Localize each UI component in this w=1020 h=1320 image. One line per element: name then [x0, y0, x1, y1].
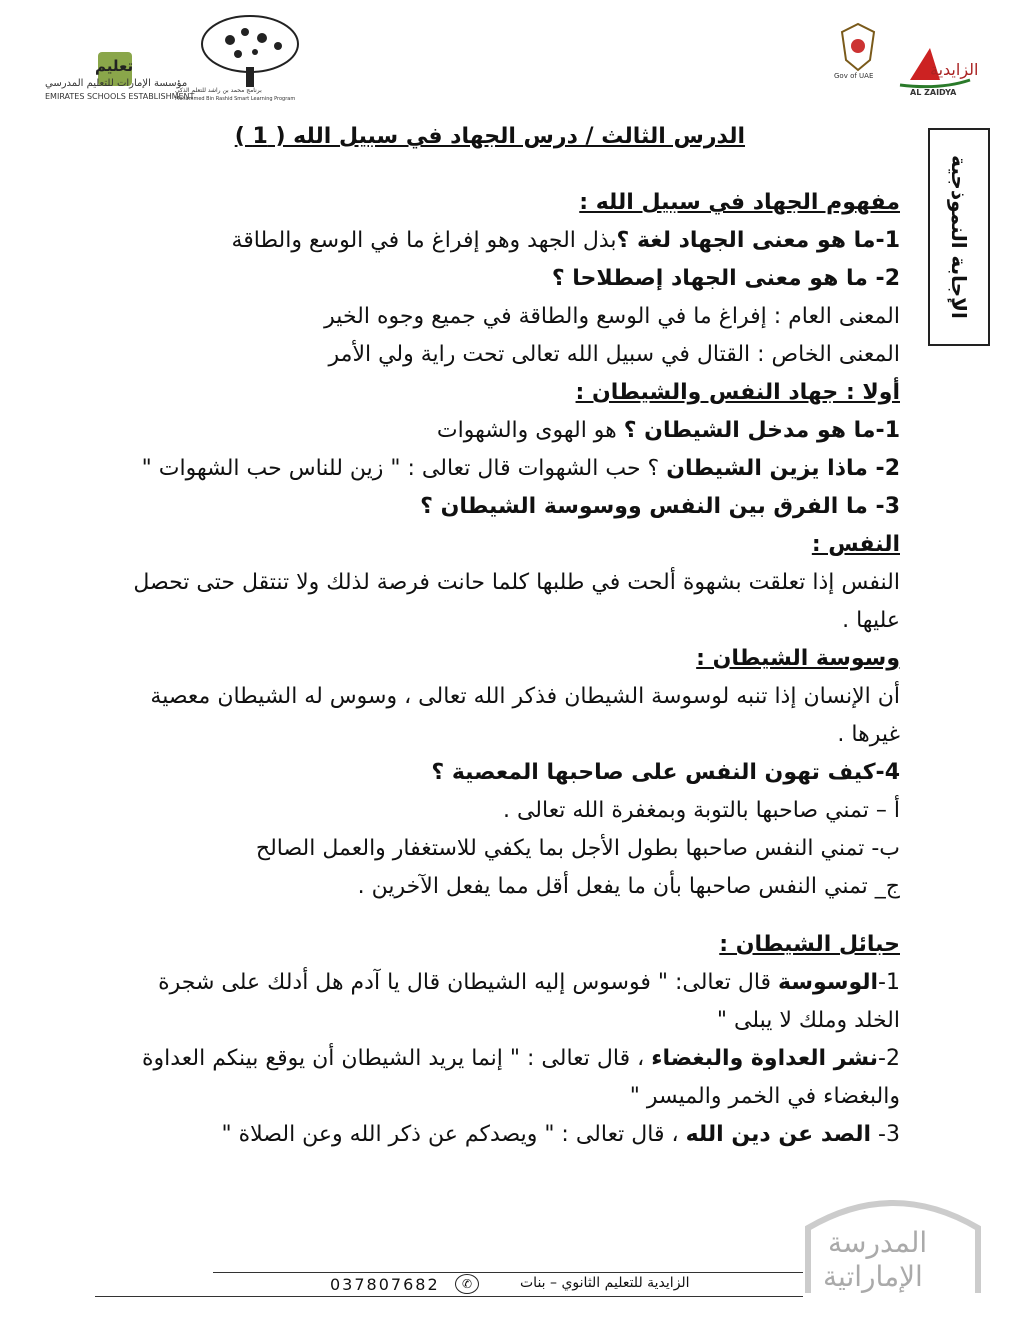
mbr-program-ar: برنامج محمد بن راشد للتعلم الذكي	[175, 87, 262, 94]
tree-logo-icon	[40, 12, 320, 122]
trap2-text: ، قال تعالى : " إنما يريد الشيطان أن يوقع بينكم العداوة والبغضاء في الخمر والميسر "	[141, 1046, 900, 1109]
footer-school-name: الزايدية للتعليم الثانوي – بنات	[520, 1275, 690, 1291]
est-name-en: EMIRATES SCHOOLS ESTABLISHMENT	[45, 92, 195, 101]
s1-q1-label: 1-ما هو مدخل الشيطان ؟	[623, 418, 900, 443]
special-meaning: المعنى الخاص : القتال في سبيل الله تعالى تحت راية ولي الأمر	[328, 342, 900, 367]
model-answer-label: الإجابة النموذجية	[947, 155, 971, 319]
emirati-school-watermark	[798, 1188, 988, 1298]
nafs-text: النفس إذا تعلقت بشهوة ألحت في طلبها كلما حانت فرصة لذلك ولا تنتقل حتى تحصل عليها .	[133, 570, 900, 633]
s1-q4-label: 4-كيف تهون النفس على صاحبها المعصية ؟	[431, 760, 900, 785]
s1-q1-line	[125, 412, 900, 450]
trap2	[125, 1040, 900, 1116]
s1-q4-c: ج_ تمني النفس صاحبها بأن ما يفعل أقل مما يفعل الآخرين .	[357, 874, 900, 899]
taaleem-logo-text: تعليم	[95, 57, 134, 75]
school-logo-ar: الزايدية	[930, 60, 979, 79]
header-left-logos	[40, 12, 320, 122]
q1-answer: بذل الجهد وهو إفراغ ما في الوسع والطاقة	[231, 228, 617, 253]
watermark-line1: المدرسة	[828, 1226, 928, 1259]
header-right-logos	[830, 20, 980, 100]
watermark-line2: الإماراتية	[823, 1260, 923, 1293]
section1-heading: أولا : جهاد النفس والشيطان :	[575, 380, 900, 405]
est-name-ar: مؤسسة الإمارات للتعليم المدرسي	[45, 78, 188, 89]
gov-label: Gov of UAE	[834, 72, 874, 80]
s1-q2-line	[125, 450, 900, 488]
waswasa-heading: وسوسة الشيطان :	[696, 646, 900, 671]
trap3-text: ، قال تعالى : " ويصدكم عن ذكر الله وعن الصلاة "	[221, 1122, 686, 1147]
trap1	[125, 964, 900, 1040]
waswasa-text: أن الإنسان إذا تنبه لوسوسة الشيطان فذكر الله تعالى ، وسوس له الشيطان معصية غيرها .	[150, 684, 900, 747]
mbr-program-en: Mohammed Bin Rashid Smart Learning Program	[175, 96, 296, 102]
trap1-label: الوسوسة	[778, 970, 879, 995]
trap2-num: 2-	[878, 1046, 900, 1071]
s1-q3-label: 3- ما الفرق بين النفس ووسوسة الشيطان ؟	[420, 494, 900, 519]
trap3	[125, 1116, 900, 1154]
trap3-label: الصد عن دين الله	[685, 1122, 872, 1147]
school-logo-en: AL ZAIDYA	[910, 88, 957, 97]
s1-q4-a: أ – تمني صاحبها بالتوبة وبمغفرة الله تعالى .	[502, 798, 900, 823]
lesson-content	[125, 118, 900, 1154]
trap3-num: 3-	[871, 1122, 900, 1147]
trap1-num: 1-	[878, 970, 900, 995]
general-meaning: المعنى العام : إفراغ ما في الوسع والطاقة في جميع وجوه الخير	[324, 304, 900, 329]
footer-divider-top	[213, 1272, 803, 1273]
q1-line	[125, 222, 900, 260]
traps-heading: حبائل الشيطان :	[719, 932, 900, 957]
phone-icon: ✆	[455, 1274, 479, 1294]
trap1-text: قال تعالى: " فوسوس إليه الشيطان قال يا آدم هل أدلك على شجرة الخلد وملك لا يبلى "	[158, 970, 900, 1033]
footer-divider-bottom	[95, 1296, 803, 1297]
q2-label: 2- ما هو معنى الجهاد إصطلاحا ؟	[551, 266, 900, 291]
q1-label: 1-ما هو معنى الجهاد لغة ؟	[616, 228, 900, 253]
trap2-label: نشر العداوة والبغضاء	[651, 1046, 879, 1071]
page-title: الدرس الثالث / درس الجهاد في سبيل الله ( 1 )	[234, 124, 745, 149]
s1-q2-answer: ؟ حب الشهوات قال تعالى : " زين للناس حب الشهوات "	[141, 456, 660, 481]
s1-q4-b: ب- تمني النفس صاحبها بطول الأجل بما يكفي للاستغفار والعمل الصالح	[255, 836, 900, 861]
s1-q1-answer: هو الهوى والشهوات	[436, 418, 617, 443]
model-answer-box	[928, 128, 990, 346]
nafs-heading: النفس :	[811, 532, 900, 557]
concept-heading: مفهوم الجهاد في سبيل الله :	[579, 190, 900, 215]
footer-phone: 037807682	[330, 1275, 440, 1294]
s1-q2-label: 2- ماذا يزين الشيطان	[666, 456, 900, 481]
